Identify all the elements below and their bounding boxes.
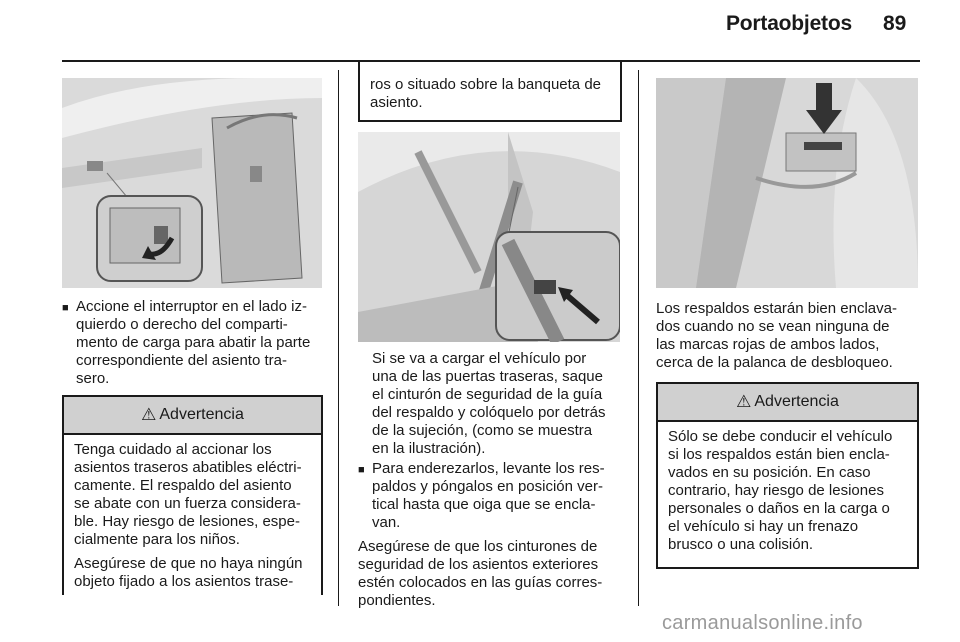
warning-title: Advertencia xyxy=(159,406,244,423)
warning-box-col1 xyxy=(62,395,323,595)
illustration-backrest-lock xyxy=(656,78,918,288)
column-divider-1 xyxy=(338,70,339,606)
illustration-seatbelt-guide xyxy=(358,132,620,342)
col3-paragraph: Los respaldos estarán bien enclava- dos cuando no se vean ninguna de las marcas rojas de ambos lados, cerca de la palanca de desbloqueo. xyxy=(656,300,897,371)
warning-box-col3 xyxy=(656,382,919,569)
bullet-marker: ■ xyxy=(358,464,365,476)
warning-paragraph: Tenga cuidado al accionar los asientos traseros abatibles eléctri- camente. El respaldo del asiento se abate con un fuerza considera- ble. Hay riesgo de lesiones, espe- cialmente para los niños. xyxy=(74,441,302,548)
warning-box-continued xyxy=(358,60,622,122)
col2-paragraph: Asegúrese de que los cinturones de seguridad de los asientos exteriores estén colocados en las guías corres- pondientes. xyxy=(358,538,603,609)
col2-bullet-text: Para enderezarlos, levante los res- paldos y póngalos en posición ver- tical hasta que oiga que se encla- van. xyxy=(372,460,605,531)
warning-paragraph: Sólo se debe conducir el vehículo si los respaldos están bien encla- vados en su posición. En caso contrario, hay riesgo de lesiones personales o daños en la carga o el vehículo si hay un frenazo brusco o una colisión. xyxy=(668,428,893,553)
bullet-marker: ■ xyxy=(62,302,69,314)
watermark: carmanualsonline.info xyxy=(662,612,863,634)
illustration-cargo-switch xyxy=(62,78,322,288)
warning-header xyxy=(64,397,321,435)
warning-paragraph: Asegúrese de que no haya ningún objeto fijado a los asientos trase- xyxy=(74,555,303,590)
warning-triangle-icon: ⚠ xyxy=(141,405,157,424)
col2-indented-text: Si se va a cargar el vehículo por una de las puertas traseras, saque el cinturón de seguridad de la guía del respaldo y colóquelo por detrás de la sujeción, (como se muestra en la ilustración). xyxy=(372,350,606,457)
page-title: Portaobjetos xyxy=(726,12,852,35)
page-number: 89 xyxy=(883,12,907,35)
warning-triangle-icon: ⚠ xyxy=(736,392,752,411)
warning-header xyxy=(658,384,917,422)
warning-continued-text: ros o situado sobre la banqueta de asiento. xyxy=(370,76,601,111)
col1-bullet-text: Accione el interruptor en el lado iz- quierdo o derecho del comparti- mento de carga para abatir la parte correspondiente del asiento tra- sero. xyxy=(76,298,311,387)
column-divider-2 xyxy=(638,70,639,606)
warning-title: Advertencia xyxy=(754,393,839,410)
